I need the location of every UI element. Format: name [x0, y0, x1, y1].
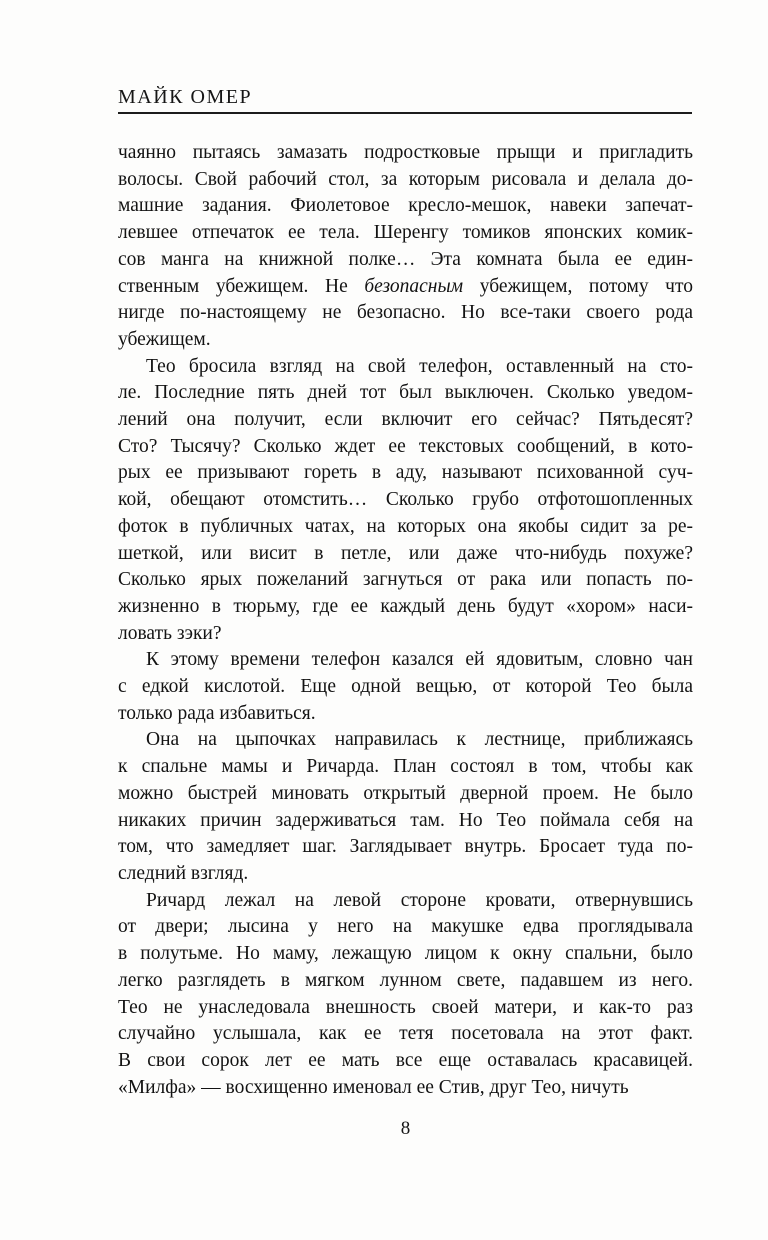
- paragraph: [118, 727, 693, 887]
- text-line: «Милфа» — восхищенно именовал ее Стив, друг Тео, ничуть: [118, 1076, 629, 1098]
- text-line: рых ее призывают гореть в аду, называют психованной суч-: [118, 462, 693, 484]
- text-line: от двери; лысина у него на макушке едва проглядывала: [118, 916, 693, 938]
- header-rule: [118, 112, 692, 114]
- paragraph: [118, 647, 693, 727]
- text-line: Она на цыпочках направилась к лестнице, приближаясь: [146, 729, 693, 751]
- text-line: волосы. Свой рабочий стол, за которым рисовала и делала до-: [118, 168, 693, 190]
- text-line: шеткой, или висит в петле, или даже что-нибудь похуже?: [118, 542, 693, 564]
- text-line: следний взгляд.: [118, 862, 249, 884]
- text-line: ле. Последние пять дней тот был выключен. Сколько уведом-: [118, 382, 693, 404]
- text-line: Сто? Тысячу? Сколько ждет ее текстовых сообщений, в кото-: [118, 435, 693, 457]
- page-body: [118, 140, 693, 1101]
- text-line: случайно услышала, как ее тетя посетовала на этот факт.: [118, 1023, 693, 1045]
- text-line: только рада избавиться.: [118, 702, 316, 724]
- text-line: к спальне мамы и Ричарда. План состоял в том, чтобы как: [118, 756, 693, 778]
- text-line: чаянно пытаясь замазать подростковые прыщи и пригладить: [118, 142, 693, 163]
- text-line: Тео бросила взгляд на свой телефон, оставленный на сто-: [146, 355, 693, 377]
- text-line: кой, обещают отомстить… Сколько грубо отфотошопленных: [118, 489, 693, 511]
- text-line: сов манга на книжной полке… Эта комната была ее един-: [118, 248, 693, 270]
- text-line: лений она получит, если включит его сейчас? Пятьдесят?: [118, 409, 693, 431]
- text-line: в полутьме. Но маму, лежащую лицом к окну спальни, было: [118, 943, 693, 965]
- text-line: том, что замедляет шаг. Заглядывает внутрь. Бросает туда по-: [118, 836, 693, 858]
- text-line: левшее отпечаток ее тела. Шеренгу томиков японских комик-: [118, 222, 693, 244]
- page-number: 8: [400, 1118, 411, 1139]
- text-line: ловать зэки?: [118, 622, 222, 644]
- text-line: нигде по-настоящему не безопасно. Но все-таки своего рода: [118, 302, 693, 324]
- text-line: жизненно в тюрьму, где ее каждый день будут «хором» наси-: [118, 595, 693, 617]
- text-line: с едкой кислотой. Еще одной вещью, от которой Тео была: [118, 676, 693, 698]
- text-line: можно быстрей миновать открытый дверной проем. Не было: [118, 782, 693, 804]
- text-line: никаких причин задерживаться там. Но Тео поймала себя на: [118, 809, 693, 831]
- text-line: Тео не унаследовала внешность своей матери, и как-то раз: [118, 996, 693, 1018]
- paragraph: [118, 140, 693, 354]
- running-header: МАЙК ОМЕР: [118, 86, 253, 108]
- paragraph: [118, 888, 693, 1102]
- text-line: В свои сорок лет ее мать все еще оставалась красавицей.: [118, 1049, 693, 1071]
- text-line: машние задания. Фиолетовое кресло-мешок, навеки запечат-: [118, 195, 693, 217]
- text-line: ственным убежищем. Не безопасным убежищем, потому что: [118, 275, 693, 297]
- paragraph: [118, 354, 693, 648]
- text-line: К этому времени телефон казался ей ядовитым, словно чан: [146, 649, 693, 671]
- text-line: Ричард лежал на левой стороне кровати, отвернувшись: [146, 889, 693, 911]
- text-line: фоток в публичных чатах, на которых она якобы сидит за ре-: [118, 515, 693, 537]
- text-line: легко разглядеть в мягком лунном свете, падавшем из него.: [118, 969, 693, 991]
- text-line: убежищем.: [118, 328, 211, 350]
- text-line: Сколько ярых пожеланий загнуться от рака или попасть по-: [118, 569, 693, 591]
